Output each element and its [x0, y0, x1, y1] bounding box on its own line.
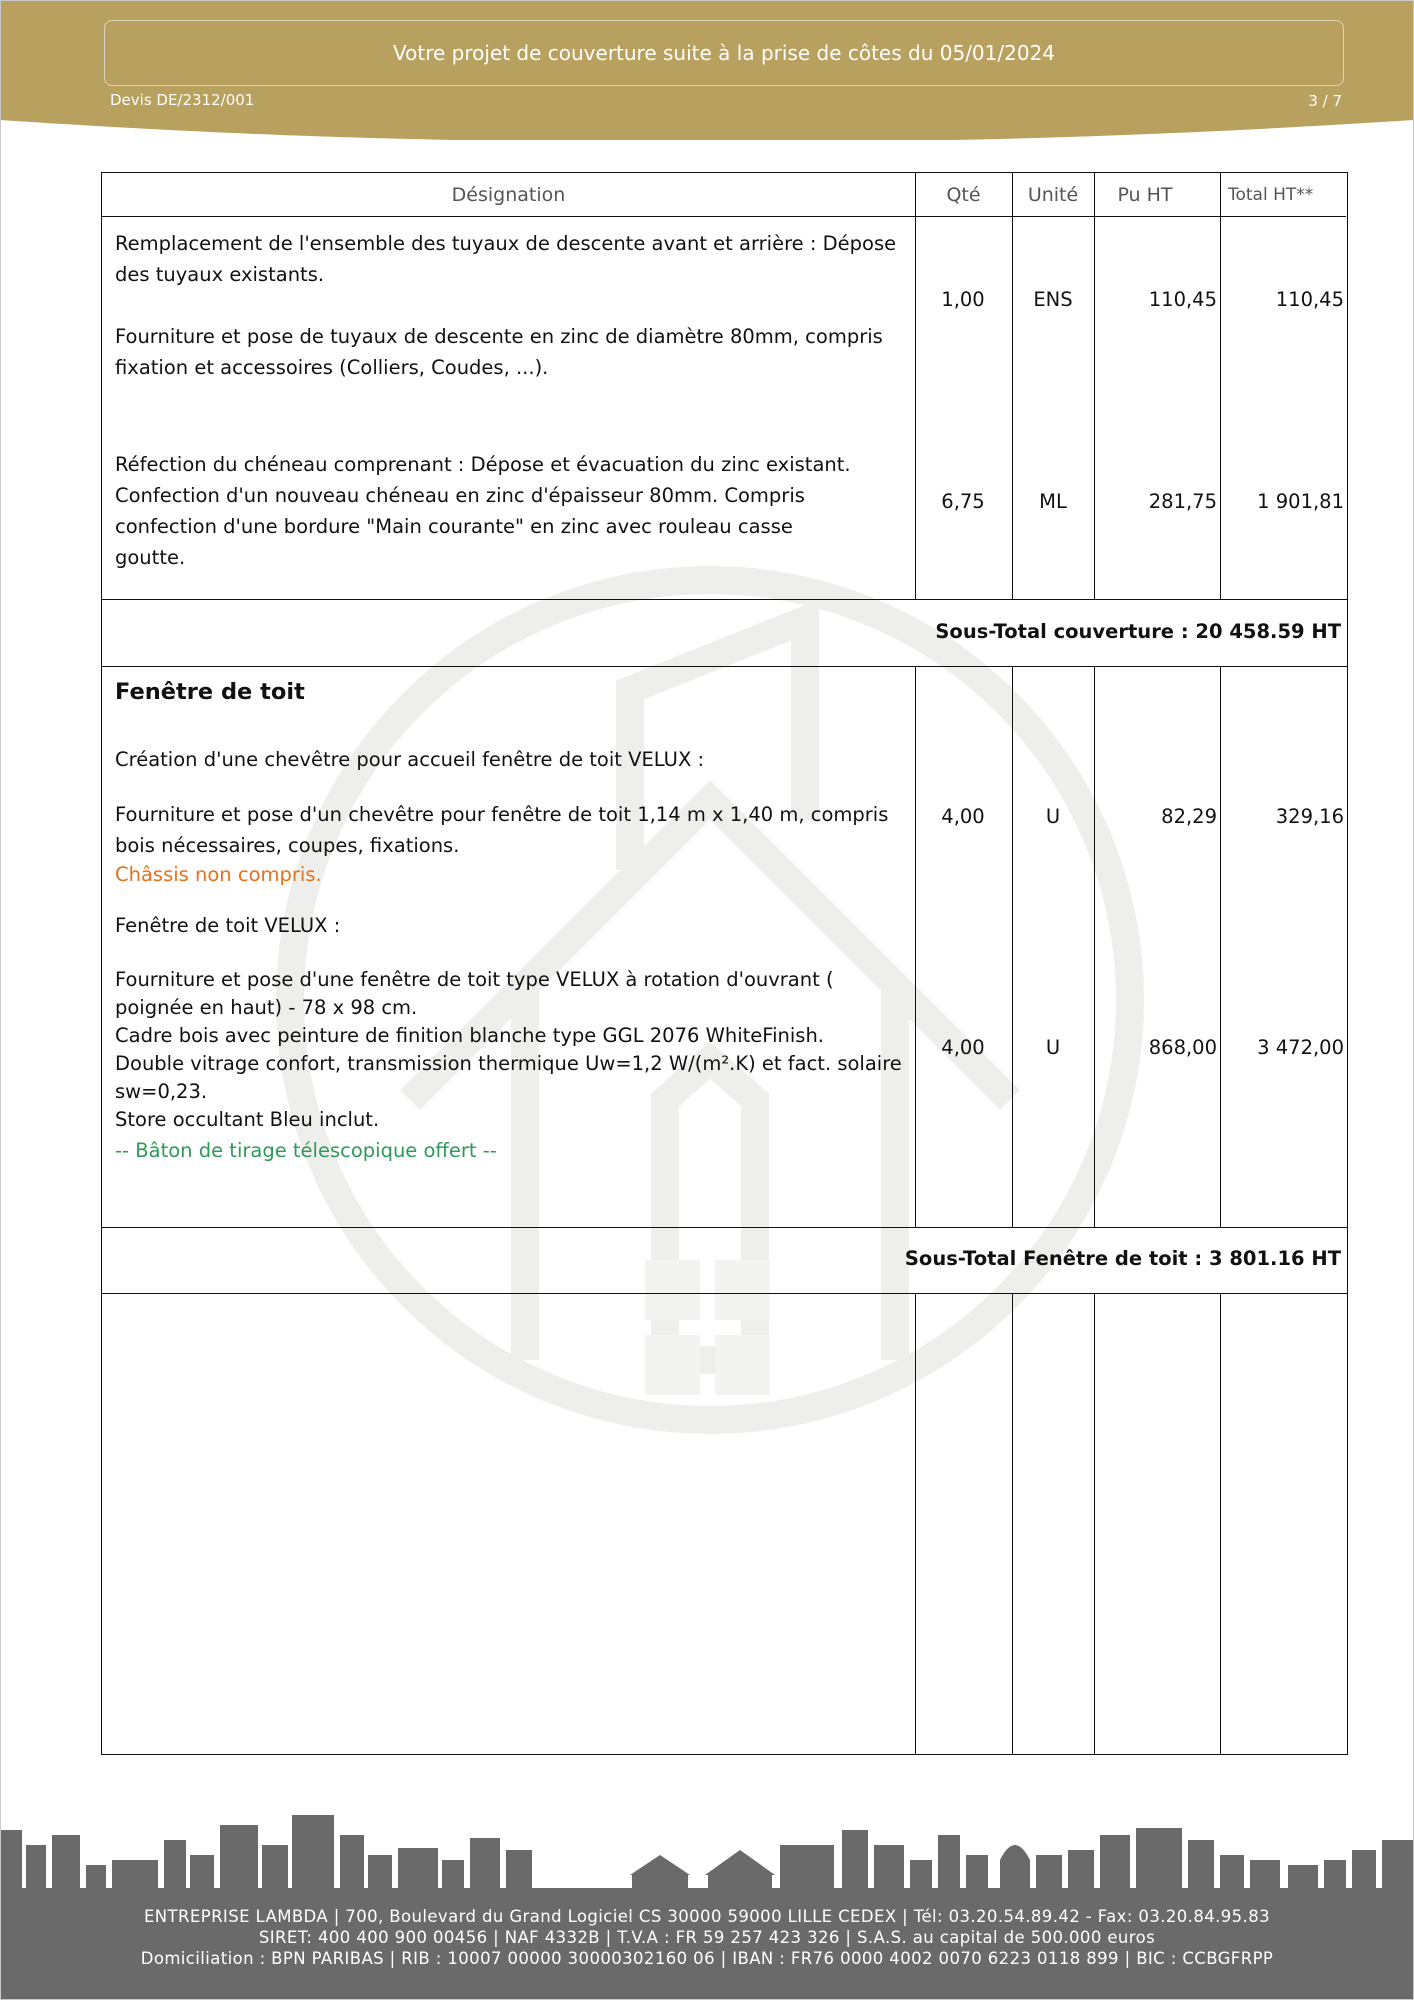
designation-line: confection d'une bordure "Main courante" en zinc avec rouleau casse — [115, 515, 793, 538]
row-designation — [115, 228, 905, 383]
row-unite: U — [1045, 805, 1061, 828]
designation-line: goutte. — [115, 546, 186, 569]
company-footer — [0, 1894, 1414, 2000]
column-divider — [1220, 173, 1221, 599]
quote-table — [101, 172, 1348, 1755]
designation-line: Réfection du chéneau comprenant : Dépose et évacuation du zinc existant. — [115, 453, 851, 476]
row-qte: 1,00 — [941, 288, 985, 311]
footer-line: Domiciliation : BPN PARIBAS | RIB : 10007 00000 30000302160 06 | IBAN : FR76 0000 4002 0070 6223 0118 899 | BIC : CCBGFRPP — [140, 1949, 1274, 1968]
item-text: Double vitrage confort, transmission thermique Uw=1,2 W/(m².K) et fact. solaire sw=0,23. — [115, 1052, 902, 1103]
row-total: 1 901,81 — [1257, 490, 1344, 513]
column-divider — [1012, 1293, 1013, 1755]
row-unite: ENS — [1033, 288, 1073, 311]
city-skyline-illustration — [0, 1800, 1414, 1895]
item-text: Store occultant Bleu inclut. — [115, 1108, 380, 1131]
column-divider — [1220, 666, 1221, 1227]
document-title — [104, 20, 1344, 86]
row-divider — [102, 666, 1347, 667]
row-qte: 4,00 — [941, 805, 985, 828]
footer-line: SIRET: 400 400 900 00456 | NAF 4332B | T.V.A : FR 59 257 423 326 | S.A.S. au capital de 500.000 euros — [258, 1928, 1156, 1947]
subtotal-couverture: Sous-Total couverture : 20 458.59 HT — [935, 620, 1341, 643]
item-note: -- Bâton de tirage télescopique offert -- — [115, 1139, 497, 1162]
devis-reference: Devis DE/2312/001 — [110, 91, 255, 109]
column-divider — [1012, 666, 1013, 1227]
row-unite: U — [1045, 1036, 1061, 1059]
item-text: Fourniture et pose d'une fenêtre de toit type VELUX à rotation d'ouvrant ( poignée en haut) - 78 x 98 cm. — [115, 968, 834, 1019]
column-divider — [1094, 173, 1095, 599]
row-qte: 4,00 — [941, 1036, 985, 1059]
row-designation — [115, 910, 905, 941]
row-pu: 82,29 — [1161, 805, 1217, 828]
row-pu: 110,45 — [1148, 288, 1217, 311]
column-divider — [1094, 666, 1095, 1227]
col-header-unite: Unité — [1012, 173, 1094, 217]
row-total: 329,16 — [1275, 805, 1344, 828]
item-note: Châssis non compris. — [115, 863, 322, 886]
designation-line: Remplacement de l'ensemble des tuyaux de descente avant et arrière : Dépose des tuyaux existants. — [115, 232, 897, 286]
footer-line: ENTREPRISE LAMBDA | 700, Boulevard du Grand Logiciel CS 30000 59000 LILLE CEDEX | Tél: 03.20.54.89.42 - Fax: 03.20.84.95.83 — [143, 1907, 1270, 1926]
row-pu: 281,75 — [1148, 490, 1217, 513]
row-qte: 6,75 — [941, 490, 985, 513]
section-title: Fenêtre de toit — [115, 679, 305, 705]
row-designation — [115, 799, 905, 889]
subtotal-fenetre: Sous-Total Fenêtre de toit : 3 801.16 HT — [904, 1247, 1341, 1270]
designation-line: Confection d'un nouveau chéneau en zinc d'épaisseur 80mm. Compris — [115, 484, 805, 507]
row-unite: ML — [1039, 490, 1067, 513]
item-text: Cadre bois avec peinture de finition blanche type GGL 2076 WhiteFinish. — [115, 1024, 824, 1047]
row-designation — [115, 966, 905, 1165]
column-divider — [915, 173, 916, 599]
col-header-total: Total HT** — [1220, 173, 1346, 217]
row-total: 110,45 — [1275, 288, 1344, 311]
item-heading: Création d'une chevêtre pour accueil fenêtre de toit VELUX : — [115, 748, 705, 771]
row-total: 3 472,00 — [1257, 1036, 1344, 1059]
column-divider — [1012, 173, 1013, 599]
row-divider — [102, 1293, 1347, 1294]
row-designation — [115, 744, 905, 775]
page-number: 3 / 7 — [1308, 92, 1342, 110]
row-pu: 868,00 — [1148, 1036, 1217, 1059]
document-title-text: Votre projet de couverture suite à la prise de côtes du 05/01/2024 — [392, 41, 1056, 65]
row-divider — [102, 599, 1347, 600]
column-divider — [915, 1293, 916, 1755]
row-designation — [115, 449, 905, 573]
item-text: Fourniture et pose d'un chevêtre pour fenêtre de toit 1,14 m x 1,40 m, compris bois nécessaires, coupes, fixations. — [115, 803, 889, 857]
column-divider — [915, 666, 916, 1227]
row-divider — [102, 1227, 1347, 1228]
col-header-designation: Désignation — [102, 173, 915, 217]
section-fenetre — [115, 677, 905, 707]
col-header-pu: Pu HT — [1094, 173, 1220, 217]
column-divider — [1220, 1293, 1221, 1755]
item-heading: Fenêtre de toit VELUX : — [115, 914, 341, 937]
designation-line: Fourniture et pose de tuyaux de descente en zinc de diamètre 80mm, compris fixation et accessoires (Colliers, Coudes, ...). — [115, 325, 883, 379]
col-header-qte: Qté — [915, 173, 1012, 217]
column-divider — [1094, 1293, 1095, 1755]
